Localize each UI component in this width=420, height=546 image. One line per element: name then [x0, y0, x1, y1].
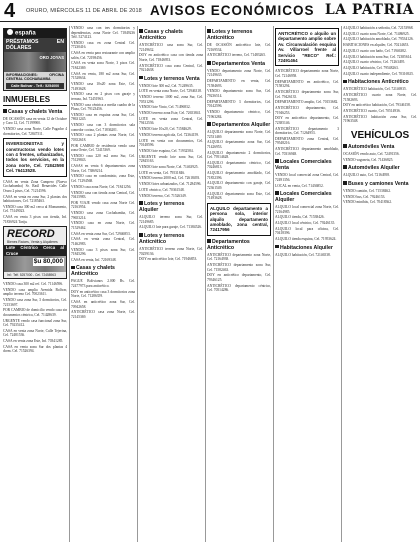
square-bullet-icon — [343, 80, 347, 84]
classified-ad: VENDO terreno zona Este, Cel. 72653841. — [139, 111, 202, 116]
ad-list — [207, 130, 271, 201]
square-bullet-icon — [343, 165, 347, 169]
square-bullet-icon — [139, 233, 143, 237]
classified-ad: DOY en anticrético departamento, Cel. 72385146. — [275, 116, 339, 125]
classified-ad: ALQUILO cuarto céntrico, Cel. 71263495. — [343, 60, 406, 65]
classified-ad: CASA en venta, Inf. 72169348. — [71, 257, 117, 262]
square-bullet-icon — [343, 181, 347, 185]
bank-promo-ad[interactable] — [3, 28, 67, 91]
classified-ad: VENDO casa 300 m2 ref. Cel. 71146596. — [3, 282, 64, 286]
classified-ad: ANTICRÉTICO departamento zona Sur, Cel. 71582463. — [207, 263, 271, 272]
classified-ad: VENDO departamento zona Sur, Cel. 79236514. — [207, 89, 271, 98]
promo-contact-strip: Calle Bolívar - Telf.: 5254000 — [6, 83, 64, 89]
classified-ad: URGENTE vendo lote zona Sur, Cel. 72845163. — [139, 154, 203, 164]
classified-ad: ALQUILO tienda, Cel. 71538426. — [275, 215, 325, 220]
subcategory-heading: Lotes y terrenos Venta — [144, 75, 200, 82]
classified-ad: ALQUILO auto, Cel. 72164958. — [343, 173, 390, 178]
classified-ad: VENDO minibús, Cel. 70418362. — [343, 200, 392, 205]
classified-ad: VENDO lote esquina, Cel. 71932584. — [139, 148, 194, 153]
classified-ad: POR CAMBIO de domicilio vendo casa sin documentos céntrica, Cel. 71428639. — [3, 308, 67, 317]
classified-ad: ANTICRÉTICO departamento amoblado, Cel. 70316948. — [275, 147, 339, 156]
classified-ad: ALQUILO lote para garaje, Cel. 71384526. — [139, 225, 202, 230]
subcategory-heading: Habitaciones Alquiler — [280, 244, 333, 251]
classified-ad: VENDO casa en zona Central Cel. 77230416. — [71, 40, 135, 50]
classified-ad: POR CAMBIO de residencia vendo casa zona Oeste, Cel. 72415369. — [71, 143, 135, 153]
real-estate-ad[interactable] — [3, 226, 67, 279]
column-3 — [139, 26, 203, 542]
publication-date: ORURO, MIÉRCOLES 11 DE ABRIL DE 2018 — [26, 8, 142, 14]
classified-ad: CASA en anticrético zona Sur, Cel. 70942658. — [71, 300, 135, 309]
classified-ad: ALQUILO departamento zona Sur, Cel. 71426953. — [207, 140, 271, 149]
square-bullet-icon — [275, 191, 279, 195]
classified-ad: CASA en venta zona Este, Inf. 70341285. — [3, 339, 64, 344]
classified-ad: CASA en venta zona Norte, Calle Tejerina, Cel. 72481536. — [3, 328, 67, 338]
ad-list — [207, 253, 271, 293]
classified-ad: ALQUILO departamento con garaje, Cel. 72361549. — [207, 181, 271, 190]
classified-ad: ANTICRÉTICO departamento céntrico, Cel. 70514286. — [207, 283, 271, 293]
classified-ad: ANTICRÉTICO casa zona Sur, Cel. 72149632. — [139, 43, 203, 52]
classified-ad: CASA en venta Zona Campero (Nuevo Cochabamba) Sr. Raúl Benavides Calle Oruro 2 pisos, Cel. 71214596. — [3, 179, 67, 193]
column-divider — [205, 26, 206, 542]
classified-ad: VENDO terreno agrícola, Cel. 72364159. — [139, 132, 199, 137]
classified-ad: ANTICRÉTICO habitación, Cel. 72146935. — [343, 87, 407, 92]
column-5 — [275, 26, 339, 542]
subcategory-heading: Lotes y terrenos Anticrético — [207, 29, 253, 41]
column-divider — [273, 26, 274, 542]
classified-ad: CASAS en venta 6 departamentos zona Norte, Cel. 73869214. — [71, 164, 135, 173]
classified-ad: ALQUILO habitación, Cel. 72146538. — [275, 252, 331, 257]
ad-list — [207, 69, 271, 119]
classified-ad: ANTICRÉTICO terreno zona Norte, Cel. 70259136. — [139, 246, 203, 256]
classified-ad: VENDO casa zona Norte, Calle Pagador 4 dormitorios, Cel. 72847511. — [3, 127, 67, 136]
classified-ad: ALQUILO cuarto zona Norte, Cel. 71486925. — [343, 31, 410, 36]
classified-ad: ALQUILO cuarto con baño, Cel. 71946382. — [343, 48, 407, 53]
classified-ad: CASA en venta zona Central, Cel. 71462983. — [71, 237, 135, 246]
ad-list — [275, 253, 339, 258]
boxed-ad: ALQUILO departamento a persona sola, interior alquilo departamento amoblado, zona central, 72417956 — [207, 203, 271, 236]
column-divider — [137, 26, 138, 542]
classified-ad: PAGUE Bolivianos 2.000 Bs. Cel. 72477973 para anticrético. — [71, 279, 135, 289]
classified-ad: VENDO casa con tres dormitorios y dependencias, zona Norte Cel. 71849236 Telf. 5274123. — [71, 26, 135, 40]
classified-ad: VENDO casa en 2 pisos con garaje y terraza, Inf. 72451963. — [71, 92, 135, 101]
record-photo — [4, 256, 66, 272]
square-bullet-icon — [139, 76, 143, 80]
classified-ad: VENDO casa 3 pisos zona Sur, Cel. 71845296. — [71, 247, 135, 257]
page-number: 4 — [4, 0, 16, 22]
classified-ad: VENDO casa 10x20 zona Este, Cel. 71493628. — [71, 81, 135, 91]
classified-ad: VENDO lotes urbanizados, Cel. 71284596. — [139, 182, 202, 187]
classified-ad: CASA en venta zona Sur, Cel. 72946853. — [71, 231, 131, 236]
classified-ad: VENDO casa amplia Avenida Bolívar, amplio terreno Cel. 70023611. — [3, 287, 67, 297]
classified-ad: VENDO casa 220 m2 zona Sur, Cel. 75129843. — [71, 153, 135, 163]
classified-ad: VENDO vagoneta, Cel. 71436825. — [343, 157, 394, 162]
classified-ad: ALQUILO habitación, Cel. 79548263. — [343, 66, 399, 71]
subcategory-heading: Departamentos Anticrético — [207, 238, 250, 251]
classified-ad: VENDO lote Vinto, Cel. 71496832. — [139, 105, 191, 110]
classified-ad: VENDO casa con tienda zona Central, Cel. 70415983. — [71, 190, 135, 200]
subcategory-heading: Locales Comerciales Venta — [275, 159, 332, 172]
classified-ad: ANTICRÉTICO departamento zona Norte, Cel. 72146958. — [275, 69, 339, 78]
subcategory-heading: Casas y chalets Venta — [8, 108, 63, 115]
ad-list — [71, 26, 135, 262]
column-4 — [207, 26, 271, 542]
square-bullet-icon — [275, 159, 279, 163]
classified-ad: DOY en anticrético casa con tienda zona Norte, Cel. 71846953. — [139, 53, 203, 62]
classified-ad: ALQUILO local comercial zona Norte, Cel. 72164985. — [275, 205, 339, 214]
subcategory-heading: Casas y chalets Anticrético — [139, 29, 183, 41]
category-vehiculos: VEHÍCULOS — [350, 130, 410, 141]
classified-ad: VENDO casa zona Cochabamba, Cel. 79653214. — [71, 211, 135, 220]
classified-ad: ALQUILO local céntrico, Cel. 79246135. — [275, 221, 336, 226]
ad-list — [343, 87, 417, 124]
classified-ad: VENDO terreno 1000 m2, zona Sur, Cel. 70531296. — [139, 95, 203, 104]
classified-ad: DEPARTAMENTO en venta, Cel. 71584693. — [207, 79, 271, 88]
classified-ad: VENDO lote 300 m2, Cel. 71249635. — [139, 83, 194, 88]
classified-ad: ANTICRÉTICO habitación zona Sur, Cel. 71963548. — [343, 114, 417, 124]
classified-ad: LOTE en venta, Cel. 79531846. — [139, 170, 186, 175]
classified-ad: ALQUILO departamento zona Norte, Cel. 72531469. — [207, 130, 271, 139]
ad-list — [3, 180, 67, 224]
classified-ad: VENDO bus, Cel. 79246153. — [343, 194, 386, 199]
ad-list — [139, 215, 203, 230]
classified-ad: DOY en anticrético departamento, Cel. 79346125. — [207, 273, 271, 282]
record-price: $u 80,000 — [33, 258, 63, 265]
ad-list — [139, 84, 203, 198]
classified-ad: VENDO casa en condominio, zona Este, Cel. 71294568. — [71, 174, 135, 184]
classified-ad: DE OCASIÓN casa en venta 12 de Octubre y Caro 12, Cel. 71199900. — [3, 116, 67, 126]
classified-ad: LOCAL en venta, Cel. 71436852. — [275, 183, 324, 188]
classified-ad: VENDO terreno, Cel. 71526349. — [139, 193, 187, 198]
classified-ad: LOTE en venta zona Central, Cel. 79412536. — [139, 116, 203, 126]
classified-ad: CASA en venta, 180 m2 zona Sur, Cel. 71528634. — [71, 71, 135, 81]
classified-ad: ALQUILO local para oficina, Cel. 70418396. — [275, 226, 339, 236]
classified-ad: ANTICRÉTICO departamento, Cel. 71946253. — [275, 106, 339, 115]
classified-ad: CASA en venta 3 pisos con tienda, Inf. 71836924 Tarija. — [3, 215, 67, 224]
square-bullet-icon — [71, 266, 75, 270]
square-bullet-icon — [139, 29, 143, 33]
square-bullet-icon — [207, 239, 211, 243]
classified-ad: VENDO local comercial zona Central, Cel. 72491356. — [275, 173, 339, 182]
classified-ad: DEPARTAMENTO 3 dormitorios, Cel. 70142596. — [207, 99, 271, 109]
classified-ad: ALQUILO departamento céntrico, Cel. 70246813. — [207, 160, 271, 170]
ad-list — [207, 43, 271, 58]
subcategory-heading: Lotes y terrenos Alquiler — [139, 201, 185, 214]
ad-list — [3, 282, 67, 354]
subcategory-heading: Departamentos Venta — [212, 60, 266, 67]
classified-ad: ALQUILO cuarto independiente, Cel. 70316925. — [343, 71, 414, 76]
square-bullet-icon — [275, 245, 279, 249]
column-6 — [343, 26, 417, 542]
classified-ad: URGENTE vendo casa funcional zona Sur, Cel. 79235412. — [3, 318, 67, 328]
classified-ad: ALQUILO habitación a señorita, Cel. 72153968. — [343, 26, 414, 30]
record-logo: RECORD — [7, 228, 55, 241]
promo-badge: ORO JOYAS — [39, 55, 64, 60]
classified-ad: HABITACIONES en alquiler, Cel. 70214653. — [343, 43, 410, 48]
page-header — [0, 0, 420, 22]
classified-ad: CASA en venta para restaurante con amplio salón, Cel. 72198456. — [71, 51, 135, 60]
promo-photo — [4, 52, 66, 72]
classified-ad: DOY en anticrético casa 3 dormitorios zona Norte, Cel. 71286359. — [71, 289, 135, 299]
classified-ad: DE OCASIÓN anticrético lote, Cel. 72169534. — [207, 43, 271, 52]
classified-ad: VENDO lote 10x20, Cel. 71584629. — [139, 127, 192, 132]
boxed-ad: ANTICRÉTICO o alquilo un departamento amplio sobre Av. Circunvalación esquina Av. Villarroel frente al Servicio "RECO" Ref.: 72491464 — [275, 28, 339, 66]
classified-ad: CASA en venta en zona Sur, 2 plantas dos habitaciones, Cel. 72185463. — [3, 194, 67, 204]
classified-ad: VENDO casa zona Sur, 3 dormitorios, Cel. 72153697. — [3, 298, 67, 307]
classified-ad: DEPARTAMENTO zona Central, Cel. 79548216. — [275, 136, 339, 146]
classified-ad: DEPARTAMENTO en anticrético, Cel. 71583294. — [275, 79, 339, 89]
promo-headline: PRÉSTAMOS EN DÓLARES — [6, 39, 64, 51]
classified-ad: ANTICRÉTICO cuarto, Cel. 70514936. — [343, 109, 401, 114]
classified-ad: VENDO departamento céntrico, Cel. 71963284. — [207, 109, 271, 119]
square-bullet-icon — [207, 61, 211, 65]
classified-ad: ALQUILO departamento zona Este, Cel. 71493628. — [207, 191, 271, 201]
column-divider — [69, 26, 70, 542]
ad-list — [343, 173, 417, 178]
square-bullet-icon — [343, 144, 347, 148]
square-bullet-icon — [3, 109, 7, 113]
bank-logo-icon — [7, 29, 13, 35]
classified-ad: ANTICRÉTICO cuarto zona Norte, Cel. 71582693. — [343, 93, 417, 102]
classified-ad: VENDO casa con 3 dormitorios sala comedor cocina, Cel. 71836201. — [71, 123, 135, 132]
square-bullet-icon — [207, 29, 211, 33]
classified-ad: OCASIÓN vendo auto, Cel. 72491356. — [343, 152, 400, 156]
classified-ad: ANTICRÉTICO departamento zona Norte, Cel. 72164938. — [207, 252, 271, 262]
classified-ad: VENDO casa 300 m2 cerca al Monumento, Cel. 75149023. — [3, 204, 67, 214]
subcategory-heading: Automóviles Alquiler — [348, 165, 400, 172]
subcategory-heading: Departamentos Alquiler — [212, 122, 271, 129]
ad-list — [139, 247, 203, 262]
classified-ad: LOTE en venta con documentos, Cel. 70148596. — [139, 138, 203, 148]
record-contact: Inf.: Telf. 5257000 - Cel. 72458963 — [7, 273, 56, 277]
classified-ad: LOTE en venta zona Norte, Cel. 72946318. — [139, 89, 202, 94]
subcategory-heading: Casas y chalets Anticrético — [71, 265, 115, 278]
subcategory-heading: Buses y camiones Venta — [348, 180, 409, 187]
ad-list — [343, 152, 417, 162]
classified-ad: ANTICRÉTICO departamento zona Sur, Cel. 79426135. — [275, 90, 339, 99]
square-bullet-icon — [207, 122, 211, 126]
subcategory-heading: Lotes y terrenos Anticrético — [139, 232, 185, 245]
classified-ad: VENDO casa 2 plantas zona Norte, Cel. 70352618. — [71, 133, 135, 142]
classified-ad: ALQUILO habitación zona Sur, Cel. 72385614. — [343, 54, 413, 59]
classified-ad: LOTE céntrico, Cel. 70361548. — [139, 187, 185, 192]
classified-ad: ALQUILO departamento amoblado, Cel. 71852396. — [207, 171, 271, 180]
classified-ad: ALQUILO habitación amoblada, Cel. 79534126. — [343, 37, 414, 42]
subcategory-heading: Locales Comerciales Alquiler — [275, 191, 332, 204]
section-title: AVISOS ECONÓMICOS — [150, 3, 315, 18]
classified-ad: VENDO casa zona Norte, Cel. 71841256. — [71, 184, 132, 189]
ad-list — [275, 69, 339, 156]
column-divider — [341, 26, 342, 542]
classified-ad: ANTICRÉTICO terreno, Cel. 71483265. — [207, 53, 266, 58]
classified-ad: ALQUILO tienda esquina, Cel. 71953624. — [275, 237, 337, 242]
subcategory-heading: Automóviles Venta — [348, 144, 395, 150]
classified-ad: VENDO casa céntrica a media cuadra de la Plaza, Cel. 79123456. — [71, 102, 135, 112]
ad-list — [71, 279, 135, 319]
column-1 — [3, 26, 67, 542]
subcategory-heading: Habitaciones Anticrético — [348, 79, 409, 86]
classified-ad: DOY en anticrético habitación, Cel. 79346158. — [343, 103, 411, 108]
bank-logo-text: españa — [15, 30, 36, 37]
column-2 — [71, 26, 135, 542]
ad-list — [3, 117, 67, 136]
classified-ad: ANTICRÉTICO casa zona Central, Cel. 79214638. — [139, 63, 203, 73]
ad-list — [343, 26, 417, 76]
classified-ad: DEPARTAMENTO amplio, Cel. 70153682. — [275, 100, 339, 105]
ad-list — [343, 189, 417, 205]
classified-ad: DOY en anticrético lote, Cel. 71946853. — [139, 257, 198, 262]
classified-ad: ANTICRÉTICO departamento 3 dormitorios, Cel. 71264953. — [275, 126, 339, 136]
classified-ad: CASA en venta zona Norte, 3 pisos Cel. 71842369. — [71, 61, 135, 70]
classified-ad: VENDO departamento zona Norte, Cel. 72149635. — [207, 68, 271, 78]
boxed-ad: INVERSIONISTAS y constructoras vendo lotes con 4 frentes, urbanizados, todos los servicios, en la zona norte, Cel. 71842598 Cel. 76413528. — [3, 138, 67, 176]
classified-ad: CASA en venta zona Sur dos plantas 4 dorm. Cel. 71526394. — [3, 344, 67, 354]
classified-ad: ALQUILO terreno zona Sur, Cel. 72149685. — [139, 215, 203, 224]
classified-ad: VENDO camión, Cel. 71538462. — [343, 188, 391, 193]
ad-list — [275, 205, 339, 242]
promo-info: INFORMACIONES: OFICINA CENTRAL COCHABAMBA — [6, 73, 64, 82]
classified-ad: POR VIAJE vendo casa zona Norte Cel. 72163954. — [71, 200, 135, 210]
ad-list — [275, 173, 339, 188]
classified-ad: VENDO lote zona Norte, Cel. 71463925. — [139, 164, 199, 169]
record-subtitle: Bienes Raíces, Venta y Alquileres — [7, 240, 58, 245]
classified-ad: VENDO terreno 2000 m2, Cel. 72618493. — [139, 176, 201, 181]
classified-ad: VENDO casa en esquina zona Sur, Cel. 78631245. — [71, 112, 135, 122]
ad-list — [139, 43, 203, 73]
record-banner: Lote Céntrico Cerca al Cruce — [6, 245, 64, 256]
category-inmuebles: INMUEBLES — [3, 95, 67, 106]
classified-ad: ALQUILO departamento 2 dormitorios, Cel. 79514628. — [207, 150, 271, 160]
square-bullet-icon — [139, 201, 143, 205]
classified-ad: ANTICRÉTICO casa zona Norte, Cel. 72145369. — [71, 310, 135, 319]
classified-ad: VENDO casa en zona Norte, Cel. 71529462. — [71, 221, 135, 230]
newspaper-brand: LA PATRIA — [324, 2, 414, 18]
